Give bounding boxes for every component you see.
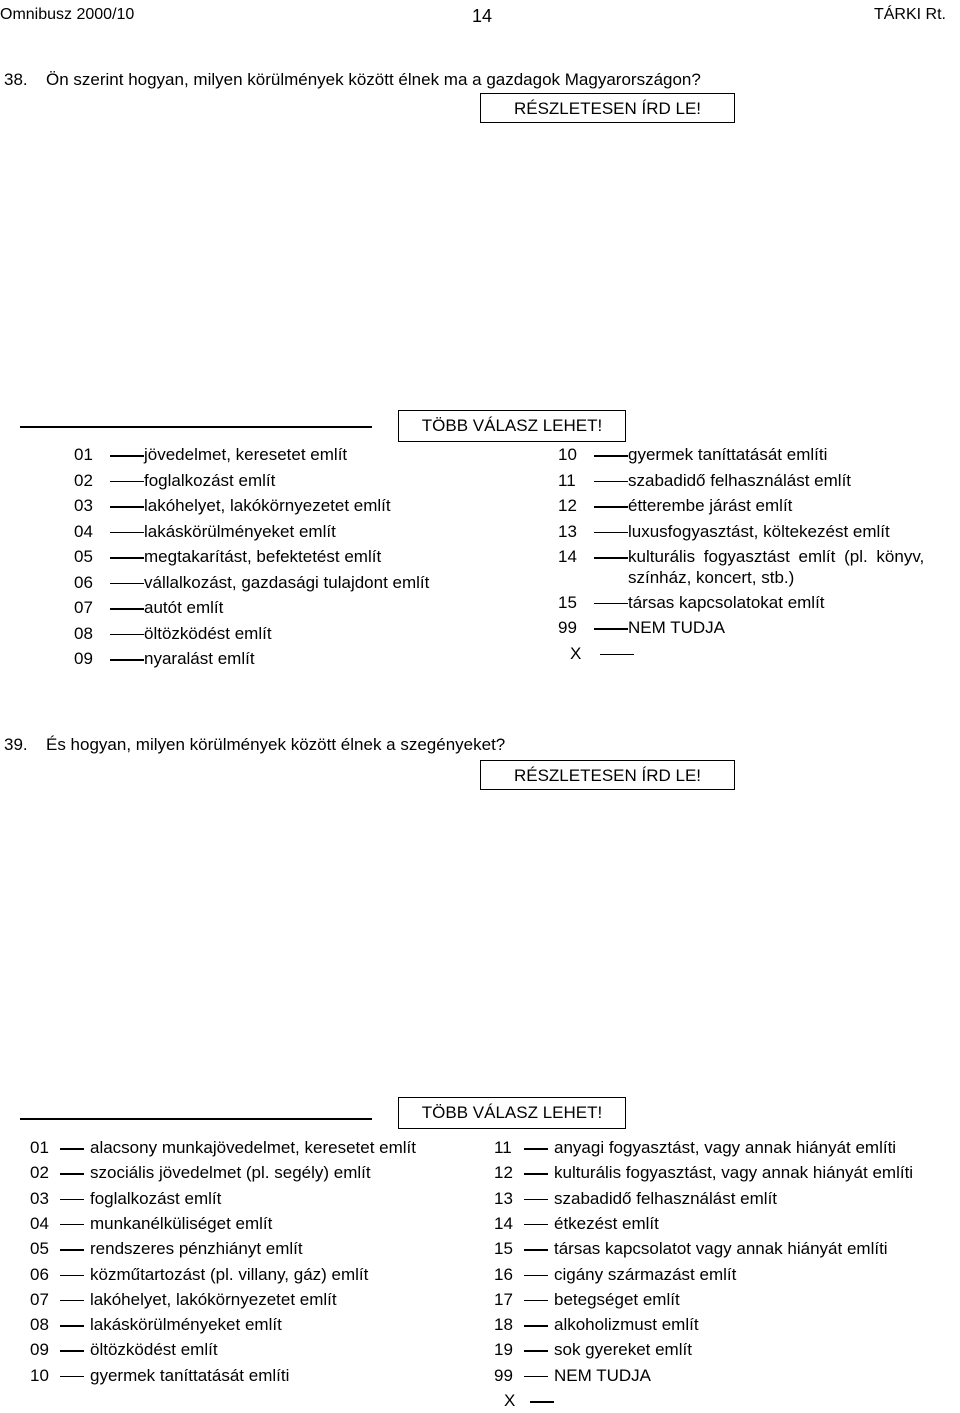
q38-instruction: RÉSZLETESEN ÍRD LE!: [513, 99, 702, 118]
option-item: [30, 1288, 470, 1312]
option-label: autót említ: [144, 598, 224, 617]
option-label: étkezést említ: [554, 1213, 659, 1233]
option-code: 10: [30, 1365, 49, 1385]
option-code: 99: [558, 618, 577, 637]
option-item: [74, 571, 514, 595]
option-item: [558, 494, 958, 518]
option-dash: [524, 1173, 548, 1175]
option-item: [494, 1237, 954, 1261]
option-item: [30, 1161, 470, 1185]
option-item: [494, 1364, 954, 1388]
option-item: [30, 1313, 470, 1337]
option-dash: [60, 1224, 84, 1226]
option-code: 14: [558, 547, 577, 566]
option-dash: [594, 532, 628, 534]
option-item: [30, 1237, 470, 1261]
option-label: foglalkozást említ: [90, 1188, 222, 1208]
option-dash: [60, 1325, 84, 1327]
option-code: 13: [494, 1188, 513, 1208]
option-code: 11: [558, 470, 576, 490]
option-item: [30, 1364, 470, 1388]
option-code: 09: [30, 1340, 49, 1360]
option-label: lakóhelyet, lakókörnyezetet említ: [144, 496, 391, 515]
option-label: közműtartozást (pl. villany, gáz) említ: [90, 1264, 369, 1284]
option-label: alkoholizmust említ: [554, 1315, 699, 1335]
option-label: öltözködést említ: [144, 623, 272, 643]
q39-instruction: RÉSZLETESEN ÍRD LE!: [513, 766, 702, 785]
option-item: [558, 520, 958, 544]
option-code: 08: [74, 623, 93, 643]
option-item: [558, 616, 958, 640]
option-label: kulturális fogyasztást, vagy annak hiányát említi: [554, 1163, 914, 1183]
option-code: 02: [74, 470, 93, 490]
option-dash: [110, 659, 144, 661]
option-label-continued: színház, koncert, stb.): [628, 568, 795, 587]
option-dash: [524, 1376, 548, 1378]
option-code: 07: [74, 598, 93, 617]
option-label: vállalkozást, gazdasági tulajdont említ: [144, 572, 430, 592]
option-label: sok gyereket említ: [554, 1340, 692, 1360]
option-item: [558, 591, 958, 615]
option-dash: [110, 634, 144, 636]
option-dash: [530, 1401, 554, 1403]
option-dash: [594, 603, 628, 605]
option-item: [494, 1288, 954, 1312]
option-item: [30, 1136, 470, 1160]
q38-answer-line: [20, 426, 372, 428]
option-item: [30, 1212, 470, 1236]
option-code: X: [570, 643, 582, 663]
option-item: [494, 1389, 954, 1413]
option-code: 08: [30, 1315, 49, 1335]
option-dash: [600, 654, 634, 656]
option-code: X: [504, 1391, 516, 1410]
option-code: 03: [30, 1188, 49, 1208]
option-label: társas kapcsolatokat említ: [628, 592, 825, 612]
option-item: [494, 1338, 954, 1362]
option-code: 15: [558, 592, 577, 612]
option-dash: [110, 583, 144, 585]
option-dash: [594, 481, 628, 483]
option-code: 07: [30, 1289, 49, 1309]
option-code: 01: [30, 1138, 49, 1157]
option-item: [74, 545, 514, 569]
q39-multi: TÖBB VÁLASZ LEHET!: [421, 1103, 603, 1122]
option-item: [74, 469, 514, 493]
option-label: gyermek taníttatását említi: [90, 1365, 290, 1385]
option-code: 12: [558, 496, 577, 515]
option-label: alacsony munkajövedelmet, keresetet említ: [90, 1138, 416, 1157]
option-item: [494, 1161, 954, 1185]
option-label: lakóhelyet, lakókörnyezetet említ: [90, 1289, 337, 1309]
q39-text: És hogyan, milyen körülmények között élnek a szegényeket?: [46, 735, 506, 754]
option-item: [74, 520, 514, 544]
option-code: 04: [30, 1213, 49, 1233]
option-dash: [60, 1173, 84, 1175]
q39-instruction-box: [480, 760, 735, 790]
option-label: étterembe járást említ: [628, 496, 793, 515]
option-item: [74, 443, 514, 467]
q38-number: 38.: [4, 70, 28, 89]
option-dash: [524, 1199, 548, 1201]
option-label: szabadidő felhasználást említ: [554, 1188, 778, 1208]
q38-multi: TÖBB VÁLASZ LEHET!: [421, 416, 603, 435]
option-label: szociális jövedelmet (pl. segély) említ: [90, 1163, 371, 1183]
option-code: 19: [494, 1340, 513, 1360]
option-code: 04: [74, 521, 93, 541]
option-label: szabadidő felhasználást említ: [628, 470, 852, 490]
option-code: 06: [74, 572, 93, 592]
option-item: [558, 642, 958, 666]
option-item: [30, 1263, 470, 1287]
option-label: gyermek taníttatását említi: [628, 445, 828, 464]
option-code: 02: [30, 1163, 49, 1183]
option-code: 11: [494, 1138, 512, 1157]
option-item: [74, 494, 514, 518]
option-item: [74, 596, 514, 620]
option-label: megtakarítást, befektetést említ: [144, 547, 382, 566]
option-item: [494, 1136, 954, 1160]
option-code: 18: [494, 1315, 513, 1335]
option-item: [30, 1187, 470, 1211]
option-code: 13: [558, 521, 577, 541]
header-right: TÁRKI Rt.: [873, 6, 946, 23]
option-dash: [110, 506, 144, 508]
option-label: lakáskörülményeket említ: [90, 1315, 282, 1335]
option-code: 12: [494, 1163, 513, 1183]
option-dash: [110, 481, 144, 483]
q38-instruction-box: [480, 93, 735, 123]
option-code: 05: [74, 547, 93, 566]
option-label: kulturális fogyasztást említ (pl. könyv,: [628, 547, 925, 566]
q39-number: 39.: [4, 735, 28, 754]
option-label: öltözködést említ: [90, 1340, 218, 1360]
option-label: luxusfogyasztást, költekezést említ: [628, 521, 890, 541]
option-dash: [524, 1300, 548, 1302]
option-label: lakáskörülményeket említ: [144, 521, 336, 541]
option-dash: [594, 628, 628, 630]
option-item: [494, 1313, 954, 1337]
q38-multi-box: [398, 410, 626, 442]
option-dash: [60, 1275, 84, 1277]
option-item: [558, 469, 958, 493]
option-dash: [110, 608, 144, 610]
option-item: [30, 1338, 470, 1362]
option-dash: [110, 455, 144, 457]
q39-multi-box: [398, 1097, 626, 1129]
option-code: 05: [30, 1239, 49, 1259]
option-label: munkanélküliséget említ: [90, 1213, 273, 1233]
option-code: 15: [494, 1239, 513, 1259]
option-code: 06: [30, 1264, 49, 1284]
option-dash: [60, 1376, 84, 1378]
q38-text: Ön szerint hogyan, milyen körülmények között élnek ma a gazdagok Magyarországon?: [46, 70, 701, 89]
option-label: társas kapcsolatot vagy annak hiányát említi: [554, 1239, 888, 1259]
q39-answer-line: [20, 1118, 372, 1120]
option-code: 01: [74, 445, 93, 464]
option-dash: [110, 532, 144, 534]
option-label: jövedelmet, keresetet említ: [144, 445, 348, 464]
option-dash: [60, 1199, 84, 1201]
option-dash: [60, 1148, 84, 1150]
option-label: foglalkozást említ: [144, 470, 276, 490]
option-code: 16: [494, 1264, 513, 1284]
option-label: cigány származást említ: [554, 1264, 737, 1284]
option-dash: [524, 1224, 548, 1226]
option-item: [74, 647, 514, 671]
option-dash: [60, 1249, 84, 1251]
option-dash: [594, 506, 628, 508]
header-left: Omnibusz 2000/10: [0, 6, 135, 23]
option-item: [558, 443, 958, 467]
option-label: NEM TUDJA: [554, 1365, 651, 1385]
option-code: 03: [74, 496, 93, 515]
option-item: [494, 1212, 954, 1236]
option-dash: [594, 557, 628, 559]
option-code: 99: [494, 1365, 513, 1385]
option-code: 17: [494, 1289, 513, 1309]
option-dash: [594, 455, 628, 457]
option-dash: [60, 1300, 84, 1302]
option-dash: [110, 557, 144, 559]
option-item: [74, 622, 514, 646]
option-code: 14: [494, 1213, 513, 1233]
option-dash: [524, 1325, 548, 1327]
option-item: [494, 1187, 954, 1211]
option-label: nyaralást említ: [144, 649, 255, 668]
option-dash: [60, 1350, 84, 1352]
page-number: 14: [472, 6, 493, 26]
option-dash: [524, 1350, 548, 1352]
option-item: [494, 1263, 954, 1287]
option-dash: [524, 1249, 548, 1251]
option-label: NEM TUDJA: [628, 618, 725, 637]
option-code: 10: [558, 445, 577, 464]
option-code: 09: [74, 649, 93, 668]
option-label: rendszeres pénzhiányt említ: [90, 1239, 303, 1259]
option-dash: [524, 1148, 548, 1150]
option-label: anyagi fogyasztást, vagy annak hiányát említi: [554, 1138, 897, 1157]
option-label: betegséget említ: [554, 1289, 680, 1309]
option-dash: [524, 1275, 548, 1277]
